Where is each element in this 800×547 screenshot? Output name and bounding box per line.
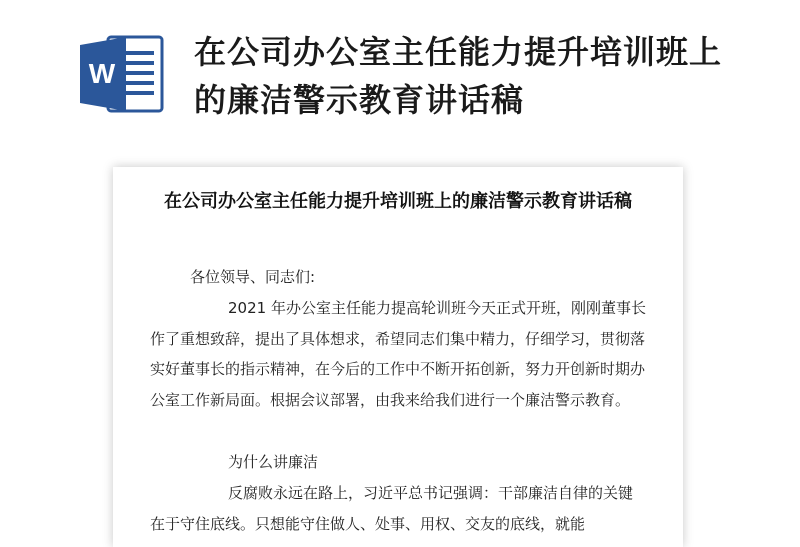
document-page [113, 167, 683, 547]
word-icon-letter: W [88, 58, 116, 89]
document-title: 在公司办公室主任能力提升培训班上的廉洁警示教育讲话稿 [164, 191, 632, 212]
page-title: 在公司办公室主任能力提升培训班上的廉洁警示教育讲话稿 [194, 33, 723, 119]
body-paragraph-1: 2021 年办公室主任能力提高轮训班今天正式开班，刚刚董事长作了重想致辞，提出了具体想求，希望同志们集中精力，仔细学习，贯彻落实好董事长的指示精神，在今后的工作中不断开拓创新，努力开创新时期办公室工作新局面。根据会议部署，由我来给我们进行一个廉洁警示教育。 [150, 299, 646, 409]
word-document-icon [78, 33, 164, 115]
preview-header [0, 0, 800, 140]
salutation-paragraph: 各位领导、同志们: [190, 268, 316, 286]
section-heading: 为什么讲廉洁 [228, 453, 319, 471]
body-paragraph-2: 反腐败永远在路上，习近平总书记强调：干部廉洁自律的关键在于守住底线。只想能守住做人、处事、用权、交友的底线，就能 [150, 484, 634, 533]
